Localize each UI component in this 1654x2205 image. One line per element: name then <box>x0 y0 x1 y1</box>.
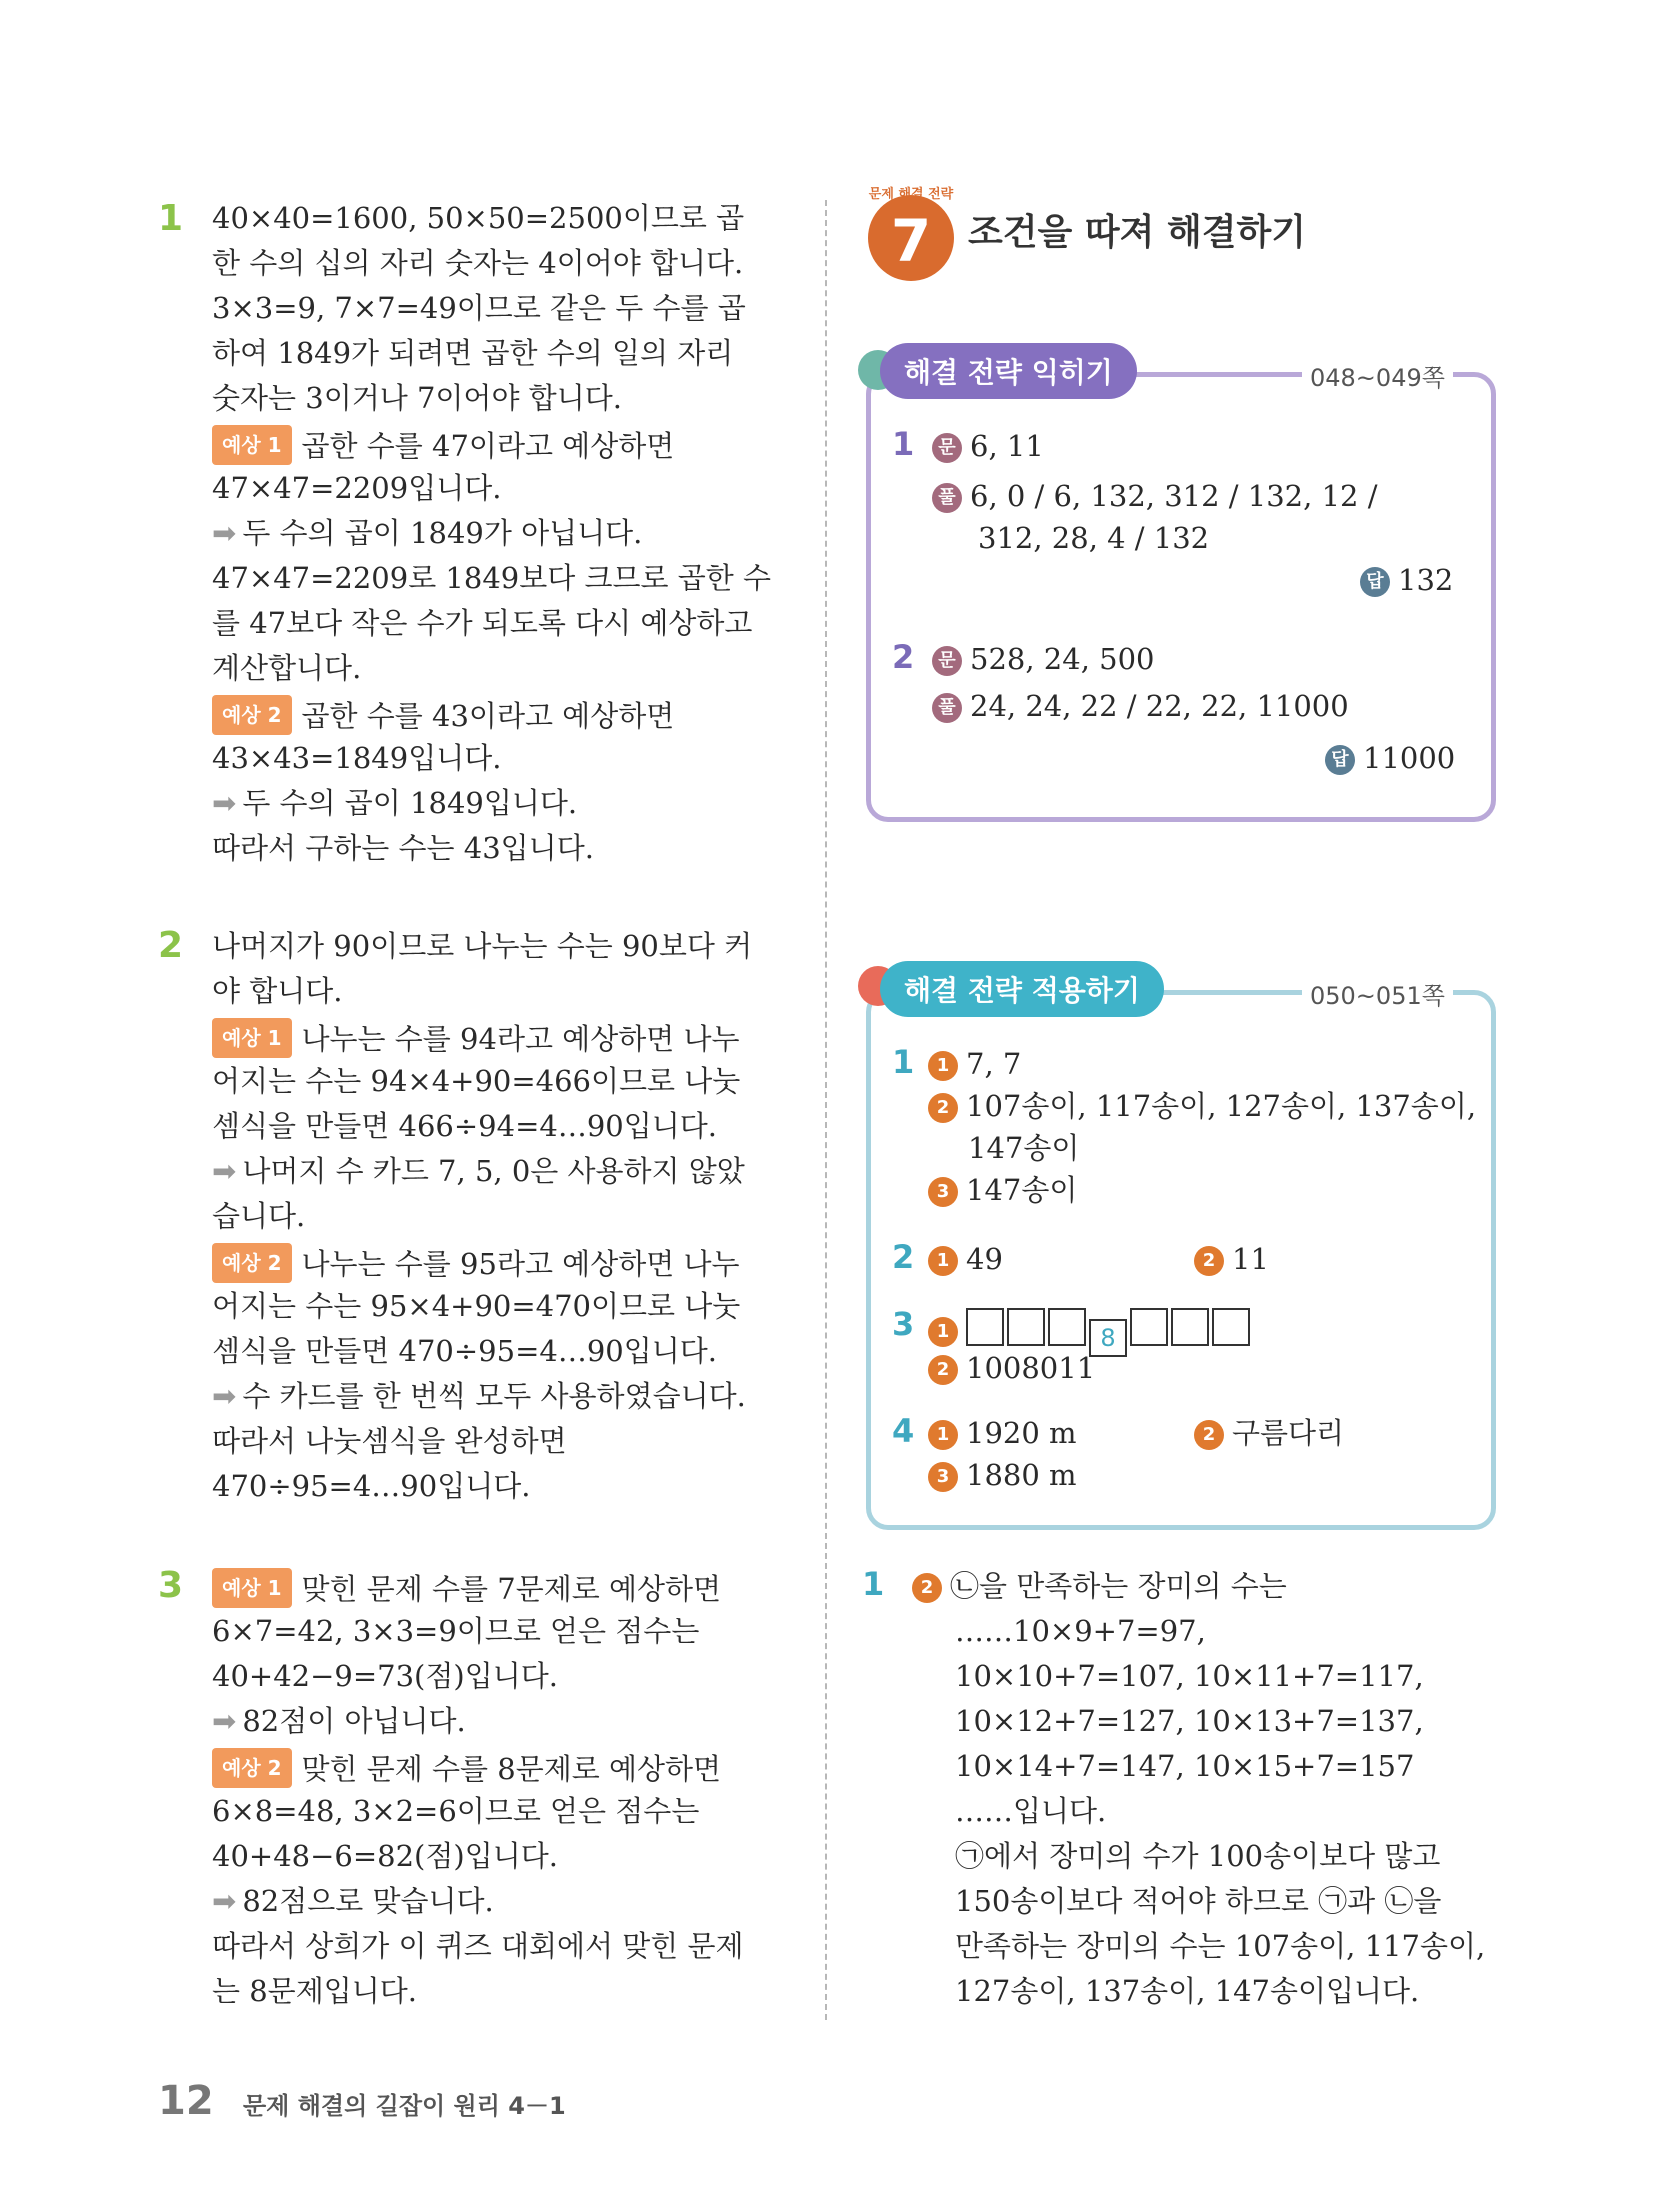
explanation-line-8: 150송이보다 적어야 하므로 ㉠과 ㉡을 <box>955 1884 1442 1918</box>
p3-line-7: 40+48−6=82(점)입니다. <box>212 1839 558 1873</box>
mun-badge: 문 <box>932 646 962 676</box>
guess-tag: 예상 2 <box>212 1748 292 1788</box>
p3-line-8: 82점으로 맞습니다. <box>242 1884 494 1918</box>
p2-line-5: 셈식을 만들면 466÷94=4…90입니다. <box>212 1109 717 1143</box>
digit-box-filled: 8 <box>1089 1319 1127 1357</box>
p1-line-3: 3×3=9, 7×7=49이므로 같은 두 수를 곱 <box>212 291 746 325</box>
box2-q4-a <box>928 1415 1077 1451</box>
p2-line-7: 습니다. <box>212 1199 306 1233</box>
arrow-right-icon: ➡ <box>212 1379 237 1413</box>
explanation-line-3: 10×10+7=107, 10×11+7=117, <box>955 1659 1424 1693</box>
page-range-1: 048~049쪽 <box>1302 358 1453 393</box>
explanation-line-1 <box>912 1568 1287 1604</box>
p1-arrow-line-1 <box>212 515 642 551</box>
explanation-line-1-text: ㉡을 만족하는 장미의 수는 <box>950 1569 1287 1603</box>
problem-number-3: 3 <box>158 1565 184 1606</box>
pul-badge: 풀 <box>932 693 962 723</box>
box2-q1-b <box>928 1088 1476 1124</box>
guess-tag: 예상 1 <box>212 1018 292 1058</box>
explanation-number: 1 <box>862 1565 885 1603</box>
arrow-right-icon: ➡ <box>212 1704 237 1738</box>
box1-q1-dap-text: 132 <box>1398 563 1454 597</box>
box2-q1-b-text: 107송이, 117송이, 127송이, 137송이, <box>966 1089 1477 1123</box>
explanation-line-4: 10×12+7=127, 10×13+7=137, <box>955 1704 1424 1738</box>
p3-line-6: 6×8=48, 3×2=6이므로 얻은 점수는 <box>212 1794 700 1828</box>
circle-number: 1 <box>928 1246 958 1276</box>
column-divider <box>825 200 827 2020</box>
p2-arrow-line-2 <box>212 1378 746 1414</box>
circle-number: 2 <box>928 1355 958 1385</box>
p1-guess-2 <box>212 695 674 735</box>
box1-q1-mun-text: 6, 11 <box>970 429 1044 463</box>
box2-q3-b-text: 1008011 <box>966 1351 1096 1385</box>
p2-line-1: 나머지가 90이므로 나누는 수는 90보다 커 <box>212 929 753 963</box>
box1-q1-dap <box>1360 562 1453 598</box>
guess-tag: 예상 2 <box>212 1243 292 1283</box>
explanation-line-5: 10×14+7=147, 10×15+7=157 <box>955 1749 1415 1783</box>
strategy-apply-pill: 해결 전략 적용하기 <box>880 961 1164 1017</box>
p1-line-13: 43×43=1849입니다. <box>212 741 502 775</box>
box1-q2-pul-line-1: 24, 24, 22 / 22, 22, 11000 <box>970 689 1349 723</box>
p1-line-1: 40×40=1600, 50×50=2500이므로 곱 <box>212 201 745 235</box>
guess-tag: 예상 2 <box>212 695 292 735</box>
section-badge-label: 문제 해결 전략 <box>868 187 954 202</box>
arrow-right-icon: ➡ <box>212 516 237 550</box>
box1-q1-pul-line-2: 312, 28, 4 / 132 <box>978 521 1210 555</box>
box2-q4-b <box>1194 1415 1344 1451</box>
digit-box <box>1007 1308 1045 1346</box>
p3-line-10: 는 8문제입니다. <box>212 1974 417 2008</box>
box1-q2-mun <box>932 641 1154 677</box>
p2-line-12: 따라서 나눗셈식을 완성하면 <box>212 1424 567 1458</box>
p3-guess-1 <box>212 1568 721 1608</box>
p1-line-5: 숫자는 3이거나 7이어야 합니다. <box>212 381 622 415</box>
box2-q2-number: 2 <box>892 1238 915 1276</box>
p2-line-2: 야 합니다. <box>212 974 343 1008</box>
circle-number: 1 <box>928 1420 958 1450</box>
pul-badge: 풀 <box>932 483 962 513</box>
page-range-2: 050~051쪽 <box>1302 976 1453 1011</box>
box1-q2-number: 2 <box>892 638 915 676</box>
box2-q4-b-text: 구름다리 <box>1232 1416 1345 1450</box>
p1-arrow-line-2 <box>212 785 577 821</box>
dap-badge: 답 <box>1360 567 1390 597</box>
box1-q2-dap <box>1325 740 1455 776</box>
explanation-line-6: ……입니다. <box>955 1794 1107 1828</box>
section-badge <box>868 187 954 281</box>
explanation-line-9: 만족하는 장미의 수는 107송이, 117송이, <box>955 1929 1486 1963</box>
p3-line-3: 40+42−9=73(점)입니다. <box>212 1659 558 1693</box>
p3-line-9: 따라서 상희가 이 퀴즈 대회에서 맞힌 문제 <box>212 1929 744 1963</box>
circle-number: 2 <box>912 1573 942 1603</box>
digit-box <box>1048 1308 1086 1346</box>
explanation-line-7: ㉠에서 장미의 수가 100송이보다 많고 <box>955 1839 1441 1873</box>
box1-q1-mun <box>932 428 1044 464</box>
box1-q2-mun-text: 528, 24, 500 <box>970 642 1155 676</box>
p3-line-5: 맞힌 문제 수를 8문제로 예상하면 <box>301 1752 722 1786</box>
p2-line-10: 셈식을 만들면 470÷95=4…90입니다. <box>212 1334 717 1368</box>
p1-line-12: 곱한 수를 43이라고 예상하면 <box>301 699 675 733</box>
box2-q1-a <box>928 1046 1021 1082</box>
box2-q2-b-text: 11 <box>1232 1242 1269 1276</box>
p2-line-11: 수 카드를 한 번씩 모두 사용하였습니다. <box>242 1379 746 1413</box>
box1-q2-dap-text: 11000 <box>1363 741 1456 775</box>
circle-number: 2 <box>928 1093 958 1123</box>
arrow-right-icon: ➡ <box>212 786 237 820</box>
p1-line-9: 47×47=2209로 1849보다 크므로 곱한 수 <box>212 561 772 595</box>
p2-line-3: 나누는 수를 94라고 예상하면 나누 <box>301 1022 740 1056</box>
p3-guess-2 <box>212 1748 721 1788</box>
explanation-line-10: 127송이, 137송이, 147송이입니다. <box>955 1974 1420 2008</box>
explanation-line-2: ……10×9+7=97, <box>955 1614 1206 1648</box>
problem-number-1: 1 <box>158 198 184 239</box>
guess-tag: 예상 1 <box>212 425 292 465</box>
problem-number-2: 2 <box>158 925 184 966</box>
p3-line-4: 82점이 아닙니다. <box>242 1704 466 1738</box>
box2-q3-b <box>928 1350 1095 1386</box>
section-title: 조건을 따져 해결하기 <box>968 212 1307 253</box>
p1-line-4: 하여 1849가 되려면 곱한 수의 일의 자리 <box>212 336 734 370</box>
box2-q3-number: 3 <box>892 1305 915 1343</box>
box2-q4-c-text: 1880 m <box>966 1458 1077 1492</box>
p1-line-7: 47×47=2209입니다. <box>212 471 502 505</box>
p1-line-6: 곱한 수를 47이라고 예상하면 <box>301 429 675 463</box>
box2-q1-c <box>928 1172 1077 1208</box>
circle-number: 3 <box>928 1177 958 1207</box>
page-number: 12 <box>158 2078 214 2124</box>
box1-q2-pul <box>932 688 1349 724</box>
p2-guess-1 <box>212 1018 740 1058</box>
box2-q4-number: 4 <box>892 1412 915 1450</box>
digit-box <box>1130 1308 1168 1346</box>
arrow-right-icon: ➡ <box>212 1884 237 1918</box>
p1-line-14: 두 수의 곱이 1849입니다. <box>242 786 578 820</box>
p2-line-4: 어지는 수는 94×4+90=466이므로 나눗 <box>212 1064 741 1098</box>
section-number: 7 <box>890 207 932 275</box>
p2-line-6: 나머지 수 카드 7, 5, 0은 사용하지 않았 <box>242 1154 745 1188</box>
digit-box <box>966 1308 1004 1346</box>
p3-arrow-line-2 <box>212 1883 494 1919</box>
p2-line-9: 어지는 수는 95×4+90=470이므로 나눗 <box>212 1289 741 1323</box>
box2-q2-a-text: 49 <box>966 1242 1003 1276</box>
box2-q1-number: 1 <box>892 1043 915 1081</box>
dap-badge: 답 <box>1325 745 1355 775</box>
circle-number: 1 <box>928 1317 958 1347</box>
digit-box <box>1212 1308 1250 1346</box>
circle-number: 3 <box>928 1462 958 1492</box>
p1-line-10: 를 47보다 작은 수가 되도록 다시 예상하고 <box>212 606 753 640</box>
p2-arrow-line-1 <box>212 1153 745 1189</box>
arrow-right-icon: ➡ <box>212 1154 237 1188</box>
box1-q1-pul <box>932 478 1377 514</box>
box2-q4-a-text: 1920 m <box>966 1416 1077 1450</box>
circle-number: 2 <box>1194 1246 1224 1276</box>
circle-number: 1 <box>928 1051 958 1081</box>
box2-q1-a-text: 7, 7 <box>966 1047 1022 1081</box>
guess-tag: 예상 1 <box>212 1568 292 1608</box>
p3-line-2: 6×7=42, 3×3=9이므로 얻은 점수는 <box>212 1614 700 1648</box>
mun-badge: 문 <box>932 433 962 463</box>
digit-box <box>1171 1308 1209 1346</box>
box1-q1-number: 1 <box>892 425 915 463</box>
p1-line-8: 두 수의 곱이 1849가 아닙니다. <box>242 516 643 550</box>
circle-number: 2 <box>1194 1420 1224 1450</box>
box2-q2-a <box>928 1241 1003 1277</box>
p2-guess-2 <box>212 1243 740 1283</box>
box2-q1-c-text: 147송이 <box>966 1173 1078 1207</box>
p1-line-11: 계산합니다. <box>212 651 362 685</box>
p3-arrow-line-1 <box>212 1703 466 1739</box>
p3-line-1: 맞힌 문제 수를 7문제로 예상하면 <box>301 1572 722 1606</box>
p1-line-15: 따라서 구하는 수는 43입니다. <box>212 831 594 865</box>
p2-line-13: 470÷95=4…90입니다. <box>212 1469 531 1503</box>
box2-q2-b <box>1194 1241 1269 1277</box>
p1-line-2: 한 수의 십의 자리 숫자는 4이어야 합니다. <box>212 246 744 280</box>
book-title: 문제 해결의 길잡이 원리 4－1 <box>243 2092 566 2120</box>
box2-q1-b-line-2: 147송이 <box>968 1131 1080 1165</box>
box2-q4-c <box>928 1457 1077 1493</box>
p2-line-8: 나누는 수를 95라고 예상하면 나누 <box>301 1247 740 1281</box>
strategy-learn-pill: 해결 전략 익히기 <box>880 343 1137 399</box>
box1-q1-pul-line-1: 6, 0 / 6, 132, 312 / 132, 12 / <box>970 479 1378 513</box>
p1-guess-1 <box>212 425 674 465</box>
